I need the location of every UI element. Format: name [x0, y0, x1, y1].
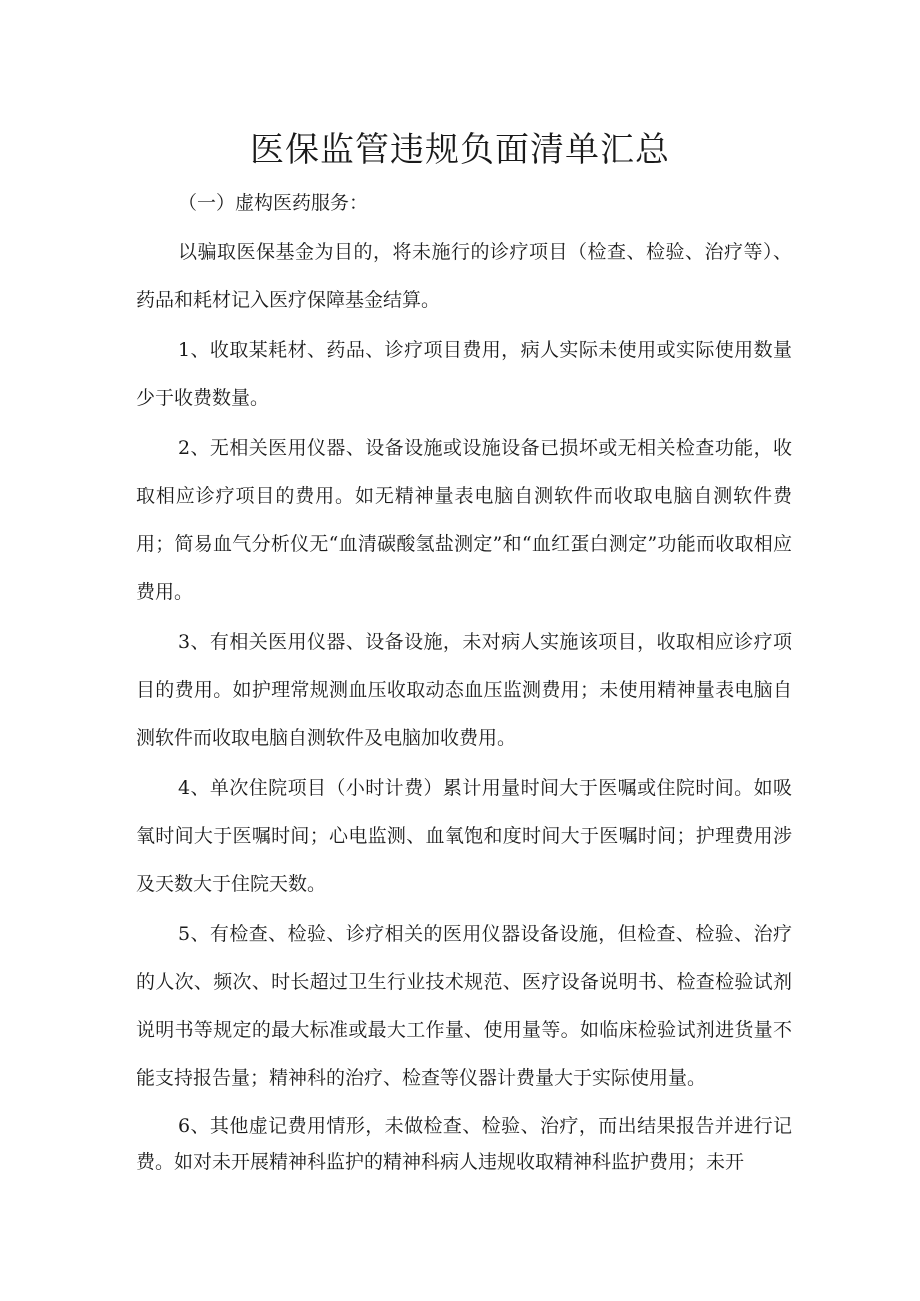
paragraph-item-6: 6、其他虚记费用情形，未做检查、检验、治疗，而出结果报告并进行记费。如对未开展精神科监护的精神科病人违规收取精神科监护费用；未开 — [136, 1115, 792, 1173]
paragraph-intro: 以骗取医保基金为目的，将未施行的诊疗项目（检查、检验、治疗等）、药品和耗材记入医疗保障基金结算。 — [136, 241, 792, 311]
paragraph-item-3: 3、有相关医用仪器、设备设施，未对病人实施该项目，收取相应诊疗项目的费用。如护理常规测血压收取动态血压监测费用；未使用精神量表电脑自测软件而收取电脑自测软件及电脑加收费用。 — [136, 631, 792, 749]
paragraph-item-5: 5、有检查、检验、诊疗相关的医用仪器设备设施，但检查、检验、治疗的人次、频次、时长超过卫生行业技术规范、医疗设备说明书、检查检验试剂说明书等规定的最大标准或最大工作量、使用量等。如临床检验试剂进货量不能支持报告量；精神科的治疗、检查等仪器计费量大于实际使用量。 — [136, 923, 792, 1089]
paragraph-item-1: 1、收取某耗材、药品、诊疗项目费用，病人实际未使用或实际使用数量少于收费数量。 — [136, 339, 792, 409]
paragraph-item-4: 4、单次住院项目（小时计费）累计用量时间大于医嘱或住院时间。如吸氧时间大于医嘱时间；心电监测、血氧饱和度时间大于医嘱时间；护理费用涉及天数大于住院天数。 — [136, 777, 792, 895]
section-heading: （一）虚构医药服务： — [178, 192, 369, 214]
document-title: 医保监管违规负面清单汇总 — [250, 130, 670, 170]
paragraph-item-2: 2、无相关医用仪器、设备设施或设施设备已损坏或无相关检查功能，收取相应诊疗项目的费用。如无精神量表电脑自测软件而收取电脑自测软件费用；简易血气分析仪无“血清碳酸氢盐测定”和“血红蛋白测定”功能而收取相应费用。 — [136, 437, 792, 603]
